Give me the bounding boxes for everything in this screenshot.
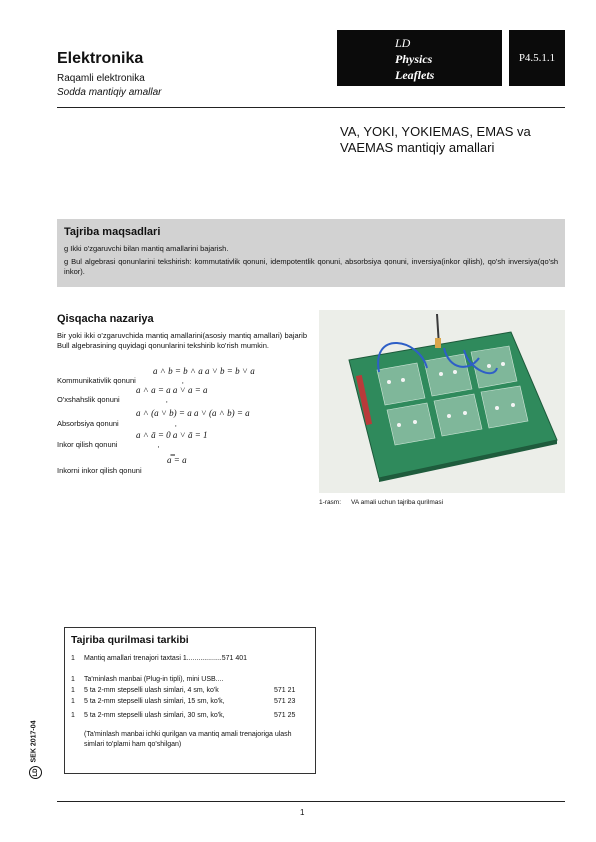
equipment-row: 1 Mantiq amallari trenajori taxtasi 1..................571 401 [71, 655, 248, 662]
law-idempotent: O'xshahslik qonuni , [57, 395, 168, 404]
goals-title: Tajriba maqsadlari [64, 226, 161, 238]
figure-label: 1-rasm: [319, 499, 342, 506]
page-number: 1 [300, 808, 305, 817]
figure-caption-text: VA amali uchun tajriba qurilmasi [351, 499, 444, 506]
experiment-title: VA, YOKI, YOKIEMAS, EMAS va VAEMAS mantiqiy amallari [340, 124, 531, 155]
series-badge [337, 30, 502, 86]
equipment-note: (Ta'minlash manbai ichki qurilgan va mantiq amali trenajoriga ulash simlari to'plami ham qo'shilgan) [84, 731, 292, 748]
formula-negation: a ˄ ā = 0 a ˅ ā = 1 [136, 430, 208, 440]
series-line-1: LD [395, 36, 411, 50]
side-code: SEK 2017-04 [30, 720, 38, 763]
ld-logo-icon: LD [29, 766, 42, 779]
formula-absorption: a ˄ (a ˅ b) = a a ˅ (a ˄ b) = a [136, 408, 250, 418]
page-title: Elektronika [57, 50, 144, 67]
equipment-row: 1 5 ta 2-mm stepselli ulash simlari, 4 sm, ko'k 571 21 [71, 687, 296, 694]
theory-title: Qisqacha nazariya [57, 313, 154, 325]
footer-rule [57, 801, 565, 802]
figure-caption [319, 499, 453, 506]
law-negation: Inkor qilish qonuni , [57, 440, 160, 449]
goal-item: g Bul algebrasi qonunlarini tekshirish: kommutativlik qonuni, idempotentlik qonuni, absorbsiya qonuni, inversiya(inkor qilish), qo'sh inversiya(qo'sh inkor). [64, 257, 558, 276]
equipment-title: Tajriba qurilmasi tarkibi [71, 634, 189, 646]
formula-commutative: a ˄ b = b ˄ a a ˅ b = b ˅ a [153, 366, 255, 376]
series-line-3: Leaflets [395, 68, 435, 82]
formula-double-negation: a̿ = a [167, 455, 187, 465]
equipment-row: 1 Ta'minlash manbai (Plug-in tipli), mini USB.... [71, 676, 224, 683]
equipment-box [64, 627, 316, 774]
header-rule [57, 107, 565, 108]
theory-intro: Bir yoki ikki o'zgaruvchida mantiq amallarini(asosiy mantiq amallari) bajarib Bull algebrasining quyidagi qonunlarini tekshirib ko'rish mumkin. [57, 331, 307, 350]
goal-item: g Ikki o'zgaruvchi bilan mantiq amallarini bajarish. [64, 244, 229, 253]
equipment-row: 1 5 ta 2-mm stepselli ulash simlari, 15 sm, ko'k, 571 23 [71, 698, 296, 705]
law-double-negation: Inkorni inkor qilish qonuni [57, 466, 142, 475]
formula-idempotent: a ˄ a = a a ˅ a = a [136, 385, 208, 395]
law-absorption: Absorbsiya qonuni , [57, 419, 177, 428]
goals-box [57, 219, 565, 287]
law-commutative: Kommunikativlik qonuni , [57, 376, 184, 385]
equipment-row: 1 5 ta 2-mm stepselli ulash simlari, 30 sm, ko'k, 571 25 [71, 712, 296, 719]
subtitle: Raqamli elektronika [57, 73, 145, 84]
subsubtitle: Sodda mantiqiy amallar [57, 87, 162, 98]
experiment-code: P4.5.1.1 [509, 30, 565, 86]
series-line-2: Physics [395, 52, 433, 66]
setup-photo [319, 310, 565, 493]
